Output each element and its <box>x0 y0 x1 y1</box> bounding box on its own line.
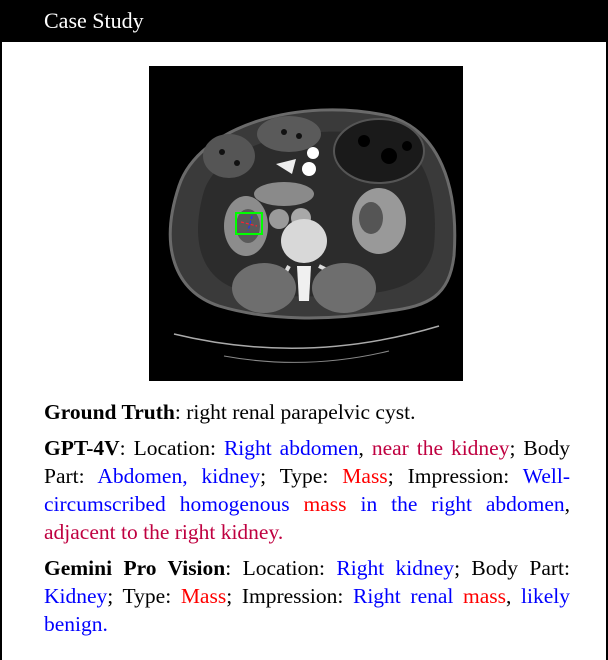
gemini-text: ; Body Part: <box>454 556 570 580</box>
ct-scan-image <box>149 66 463 381</box>
gpt4v-text: ; Type: <box>260 464 343 488</box>
gemini-text: ; Impression: <box>226 584 353 608</box>
gemini-impression-incorrect: mass <box>463 584 507 608</box>
gemini-text: ; Type: <box>107 584 181 608</box>
gemini-text: : Location: <box>225 556 337 580</box>
gpt4v-type-incorrect: Mass <box>342 464 388 488</box>
gpt4v-text: : Location: <box>119 436 224 460</box>
card-header <box>2 0 608 42</box>
gpt4v-impression-correct: in the right abdomen <box>360 492 565 516</box>
gemini-text <box>453 584 463 608</box>
gpt4v-text: ; Body Part: <box>44 436 570 488</box>
gpt4v-body-part: Abdomen, kidney <box>97 464 261 488</box>
ground-truth-label: Ground Truth <box>44 400 175 424</box>
gpt4v-text <box>290 492 304 516</box>
gemini-text: , <box>506 584 522 608</box>
case-text <box>44 398 570 646</box>
gemini-impression-correct: likely benign. <box>44 584 571 636</box>
gemini-type-incorrect: Mass <box>180 584 227 608</box>
gpt4v-text <box>347 492 361 516</box>
gemini-location-correct: Right kidney <box>336 556 455 580</box>
gpt4v-text: , <box>564 492 571 516</box>
gemini-label: Gemini Pro Vision <box>44 556 226 580</box>
gpt4v-location-partial: near the kidney <box>371 436 510 460</box>
gpt4v-label: GPT-4V <box>44 436 120 460</box>
gpt4v-impression-incorrect: mass <box>303 492 347 516</box>
gpt4v-text: , <box>358 436 372 460</box>
gpt4v-paragraph <box>44 434 570 546</box>
gpt4v-impression-correct: Well-circumscribed homogenous <box>44 464 570 516</box>
ground-truth-paragraph <box>44 398 570 426</box>
ground-truth-text: : right renal parapelvic cyst. <box>174 400 416 424</box>
gemini-impression-correct: Right renal <box>352 584 454 608</box>
gemini-body-part: Kidney <box>44 584 108 608</box>
gpt4v-location-correct: Right abdomen <box>223 436 359 460</box>
gemini-paragraph <box>44 554 570 638</box>
gpt4v-text: ; Impression: <box>387 464 523 488</box>
gpt4v-impression-partial: adjacent to the right kidney. <box>44 520 284 544</box>
card-title: Case Study <box>44 8 144 33</box>
